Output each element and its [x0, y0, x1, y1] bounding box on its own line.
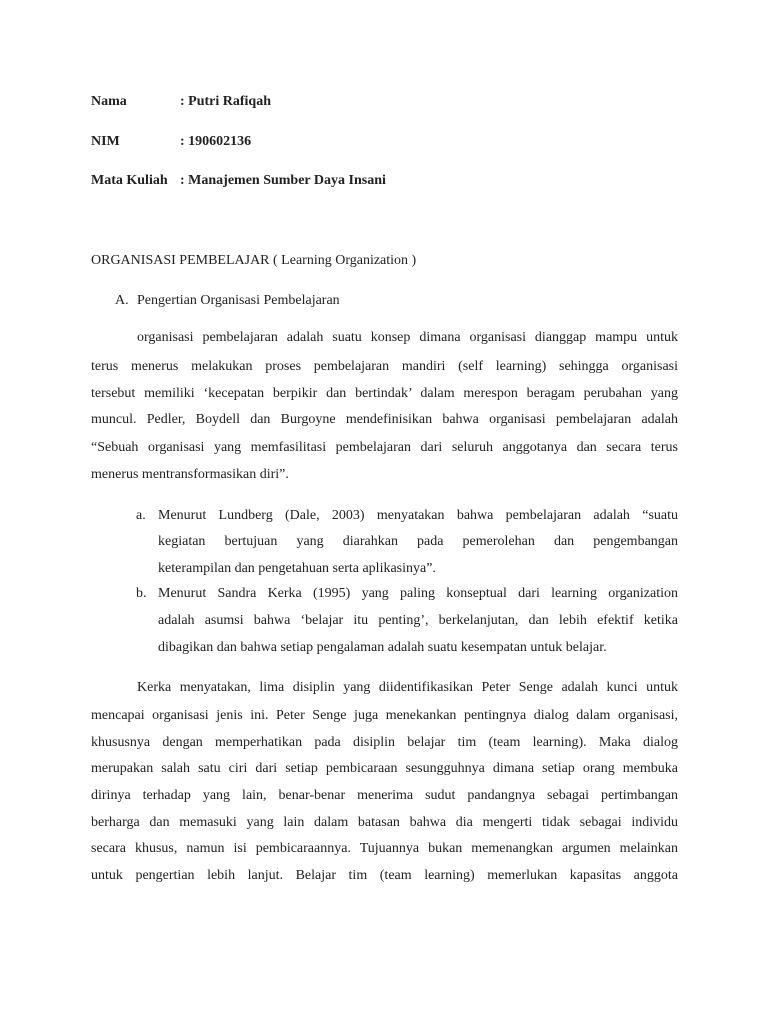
- mata-kuliah-value: : Manajemen Sumber Daya Insani: [180, 173, 386, 188]
- list-line: Menurut Sandra Kerka (1995) yang paling konseptual dari learning organization: [158, 586, 678, 601]
- paragraph-line: secara khusus, namun isi pembicaraannya. Tujuannya bukan memenangkan argumen melainkan: [91, 841, 678, 856]
- paragraph-line: organisasi pembelajaran adalah suatu konsep dimana organisasi dianggap mampu untuk: [137, 330, 678, 345]
- paragraph-line: merupakan salah satu ciri dari setiap pembicaraan sesungguhnya dimana setiap orang membuka: [91, 761, 678, 776]
- paragraph-line: tersebut memiliki ‘kecepatan berpikir dan bertindak’ dalam merespon beragam perubahan yang: [91, 386, 678, 401]
- list-line: adalah asumsi bahwa ‘belajar itu penting’, berkelanjutan, dan lebih efektif ketika: [158, 613, 678, 628]
- list-marker: a.: [136, 508, 146, 523]
- paragraph-line: “Sebuah organisasi yang memfasilitasi pembelajaran dari seluruh anggotanya dan secara terus: [91, 440, 678, 455]
- paragraph-line: menerus mentransformasikan diri”.: [91, 467, 289, 482]
- paragraph-line: khususnya dengan memperhatikan pada disiplin belajar tim (team learning). Maka dialog: [91, 735, 678, 750]
- paragraph-line: muncul. Pedler, Boydell dan Burgoyne mendefinisikan bahwa organisasi pembelajaran adalah: [91, 412, 678, 427]
- section-a-heading: Pengertian Organisasi Pembelajaran: [137, 293, 340, 308]
- list-line: dibagikan dan bahwa setiap pengalaman adalah suatu kesempatan untuk belajar.: [158, 640, 607, 655]
- nim-label: NIM: [91, 134, 120, 149]
- nim-value: : 190602136: [180, 134, 252, 149]
- list-line: Menurut Lundberg (Dale, 2003) menyatakan bahwa pembelajaran adalah “suatu: [158, 508, 678, 523]
- paragraph-line: untuk pengertian lebih lanjut. Belajar tim (team learning) memerlukan kapasitas anggota: [91, 868, 678, 883]
- nama-value: : Putri Rafiqah: [180, 94, 271, 109]
- section-a-marker: A.: [115, 293, 129, 308]
- list-line: kegiatan bertujuan yang diarahkan pada pemerolehan dan pengembangan: [158, 534, 678, 549]
- mata-kuliah-label: Mata Kuliah: [91, 173, 168, 188]
- list-marker: b.: [136, 586, 147, 601]
- paragraph-line: berharga dan memasuki yang lain dalam batasan bahwa dia mengerti tidak sebagai individu: [91, 815, 678, 830]
- paragraph-line: mencapai organisasi jenis ini. Peter Senge juga menekankan pentingnya dialog dalam organisasi,: [91, 708, 678, 723]
- paragraph-line: dirinya terhadap yang lain, benar-benar menerima sudut pandangnya sebagai pertimbangan: [91, 788, 678, 803]
- nama-label: Nama: [91, 94, 127, 109]
- list-line: keterampilan dan pengetahuan serta aplikasinya”.: [158, 561, 436, 576]
- document-title: ORGANISASI PEMBELAJAR ( Learning Organization ): [91, 253, 417, 268]
- paragraph-line: terus menerus melakukan proses pembelajaran mandiri (self learning) sehingga organisasi: [91, 359, 678, 374]
- paragraph-line: Kerka menyatakan, lima disiplin yang diidentifikasikan Peter Senge adalah kunci untuk: [137, 680, 678, 695]
